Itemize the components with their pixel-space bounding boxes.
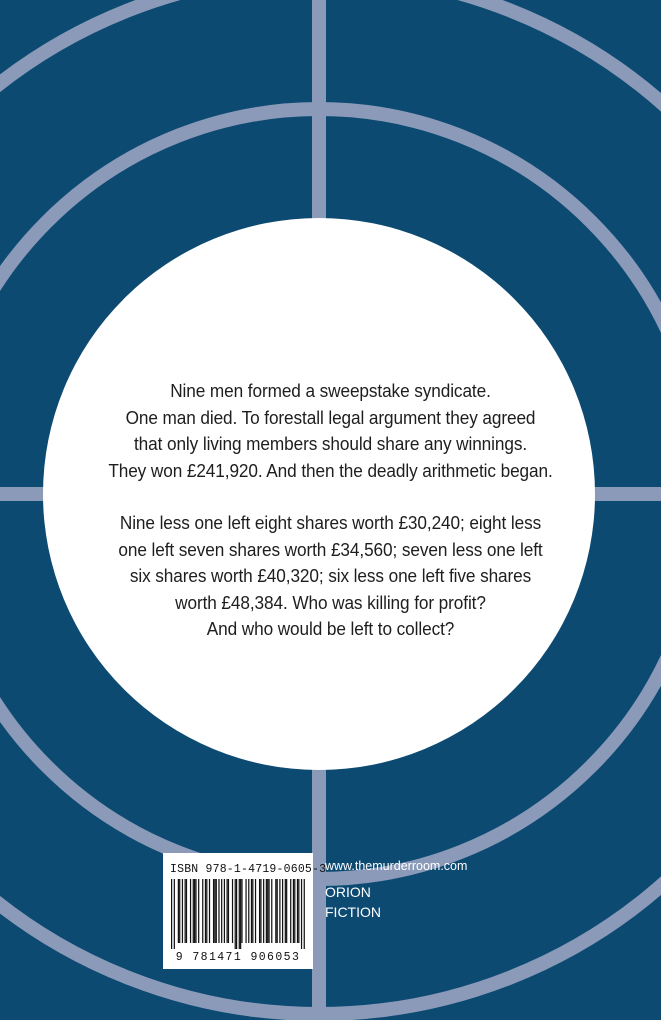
barcode-bar [268,879,269,943]
barcode-bar [286,879,287,943]
barcode-bar [193,879,194,943]
barcode-bar [293,879,294,943]
paragraph-gap [79,484,582,510]
blurb-line: One man died. To forestall legal argument they agreed [125,406,536,428]
barcode-bar [239,879,240,949]
barcode-bar [259,879,260,943]
barcode-bar [228,879,229,943]
barcode-panel [163,853,327,969]
blurb-line: And who would be left to collect? [206,618,455,639]
barcode-bar [174,879,175,949]
blurb-line: Nine men formed a sweepstake syndicate. [170,380,491,401]
barcode-bar [185,879,186,943]
blurb-line: six shares worth £40,320; six less one left five shares [129,565,532,586]
barcode-bar [245,879,246,943]
blurb-line: one left seven shares worth £34,560; seven less one left [118,538,543,560]
barcode-bar [279,879,280,943]
barcode-bar [194,879,195,943]
barcode-bar [240,879,241,949]
barcode-bar [255,879,256,943]
barcode-bar [206,879,207,943]
barcode-bar [195,879,196,943]
barcode-bars [171,879,305,949]
barcode-bar [304,879,305,949]
barcode-bar [266,879,267,943]
barcode-bar [186,879,187,943]
barcode-bar [251,879,252,943]
barcode-bar [198,879,199,943]
blurb-line: worth £48,384. Who was killing for profit? [175,591,486,613]
barcode-bar [171,879,172,949]
barcode-bar [214,879,215,943]
publisher-name-line1: ORION [325,884,371,900]
barcode-bar [205,879,206,943]
barcode-bar [248,879,249,943]
barcode-bar [260,879,261,943]
barcode-bar [271,879,272,943]
barcode-bar [221,879,222,943]
barcode-bar [241,879,242,943]
barcode-bar [232,879,233,943]
barcode-bar [252,879,253,943]
barcode-bar [182,879,183,943]
barcode-bar [190,879,191,943]
barcode-bar [301,879,302,949]
barcode-bar [202,879,203,943]
blurb-text [79,378,582,643]
blurb-line: Nine less one left eight shares worth £30,240; eight less [119,512,542,533]
blurb-line: that only living members should share any winnings. [133,433,528,454]
barcode-bar [235,879,236,949]
publisher-name-line2: FICTION [325,904,381,920]
publisher-website[interactable]: www.themurderroom.com [325,859,468,873]
barcode-bar [263,879,264,943]
barcode-bar [209,879,210,943]
barcode-bar [294,879,295,943]
blurb-line: They won £241,920. And then the deadly arithmetic began. [108,459,553,481]
publisher-imprint [325,882,381,922]
barcode-bar [216,879,217,943]
barcode-bar [282,879,283,943]
barcode-bar [218,879,219,943]
barcode-bar [226,879,227,943]
barcode-bar [277,879,278,943]
barcode-bar [267,879,268,943]
barcode-bar [290,879,291,943]
barcode-bar [178,879,179,943]
barcode-bar [224,879,225,943]
barcode-bar [179,879,180,943]
barcode-bar [297,879,298,943]
barcode-bar [275,879,276,943]
barcode-bar [236,879,237,949]
isbn-label: ISBN 978-1-4719-0605-3 [170,863,327,876]
barcode-bar [213,879,214,943]
barcode-bar [298,879,299,943]
barcode-digits: 9 781471 906053 [175,951,301,964]
barcode-bar [285,879,286,943]
